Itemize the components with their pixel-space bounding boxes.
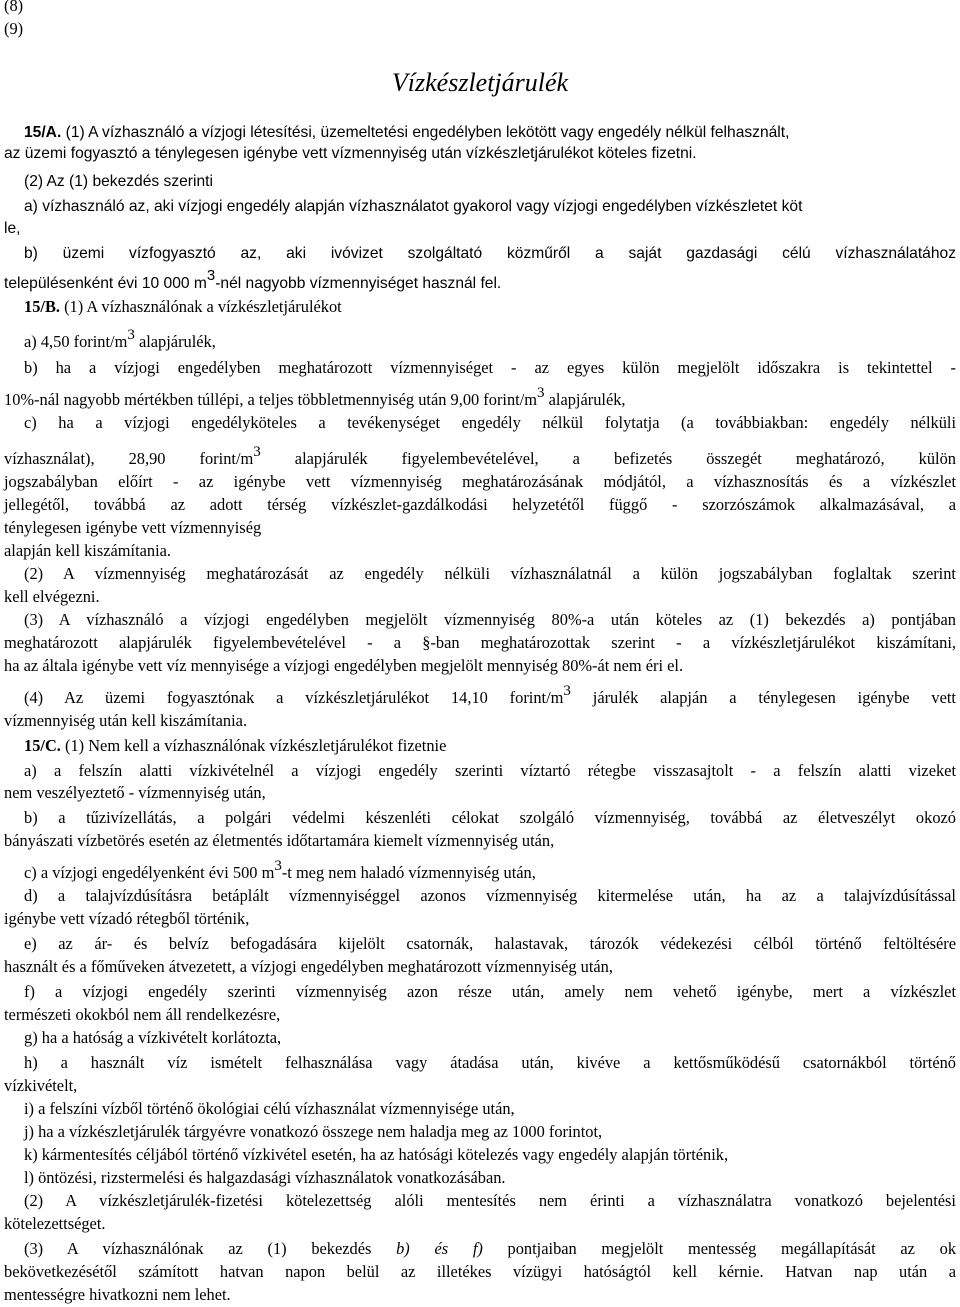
- text-line: g) ha a hatóság a vízkivételt korlátozta,: [24, 1028, 282, 1047]
- text-line: ténylegesen igénybe vett vízmennyiség: [4, 518, 262, 537]
- text-line: vízmennyiség után kell kiszámítania.: [4, 711, 248, 730]
- paragraph-15b-1: 15/B. (1) A vízhasználónak a vízkészletjárulékot: [24, 297, 342, 316]
- text-line: ha az általa igénybe vett víz mennyisége a vízjogi engedélyben megjelölt mennyiség 80%-át nem éri el.: [4, 656, 684, 675]
- text-line: kötelezettséget.: [4, 1214, 106, 1233]
- text-line: h) a használt víz ismételt felhasználása vagy átadása után, kivéve a kettősműködésű csatornákból történő: [24, 1053, 956, 1072]
- text-line: j) ha a vízkészletjárulék tárgyévre vonatkozó összege nem haladja meg az 1000 forintot,: [24, 1122, 603, 1141]
- text-line: b) a tűzivízellátás, a polgári védelmi készenléti célokat szolgáló vízmennyiség, továbbá az életveszélyt okozó: [24, 808, 956, 827]
- text-line: k) kármentesítés céljából történő vízkivétel esetén, ha az hatósági kötelezés vagy engedély alapján történik,: [24, 1145, 729, 1164]
- text-line: d) a talajvízdúsításra betáplált vízmennyiséggel azonos vízmennyiség kitermelése után, ha az a talajvízdúsítással: [24, 886, 956, 905]
- text-line: településenként évi 10 000 $m^3$-nél nagyobb vízmennyiséget használ fel.: [4, 267, 502, 292]
- text-line: nem veszélyeztető - vízmennyiség után,: [4, 783, 266, 802]
- text-line: (2) Az (1) bekezdés szerinti: [24, 173, 213, 190]
- text-line: vízhasználat), 28,90 forint/$m^3$ alapjárulék figyelembevételével, a befizetés összegét meghatározó, külön: [4, 444, 956, 468]
- text-line: c) ha a vízjogi engedélyköteles a tevékenységet engedély nélkül folytatja (a továbbiakban: engedély nélküli: [24, 413, 956, 432]
- text-line: a) vízhasználó az, aki vízjogi engedély alapján vízhasználatot gyakorol vagy vízjogi engedélyben vízkészletet köt: [24, 198, 803, 215]
- text-line: i) a felszíni vízből történő ökológiai célú vízhasználat vízmennyisége után,: [24, 1099, 515, 1118]
- text-line: (3) A vízhasználónak az (1) bekezdés b) és f) pontjaiban megjelölt mentesség megállapítását az ok: [24, 1239, 957, 1258]
- paragraph-15c-1: 15/C. (1) Nem kell a vízhasználónak vízkészletjárulékot fizetnie: [24, 736, 447, 755]
- text-line: jellegétől, továbbá az adott térség vízkészlet-gazdálkodási helyzetétől függő - szorzószámok alkalmazásával, a: [4, 495, 956, 514]
- text-line: meghatározott alapjárulék figyelembevételével - a §-ban meghatározottak szerint - a vízkészletjárulékot kiszámítani,: [4, 633, 956, 652]
- text-line: (4) Az üzemi fogyasztónak a vízkészletjárulékot 14,10 forint/$m^3$ járulék alapján a ténylegesen igénybe vett: [24, 683, 956, 707]
- text-line: b) ha a vízjogi engedélyben meghatározott vízmennyiséget - az egyes külön megjelölt időszakra is tekintettel -: [24, 358, 956, 377]
- list-number: (9): [4, 19, 24, 38]
- section-heading-15c: 15/C.: [24, 736, 61, 755]
- text-line: e) az ár- és belvíz befogadására kijelölt csatornák, halastavak, tározók védekezési célból történő feltöltésére: [24, 934, 956, 953]
- text-line: c) a vízjogi engedélyenként évi 500 $m^3-t$ meg nem haladó vízmennyiség után,: [24, 858, 536, 882]
- text-line: (2) A vízmennyiség meghatározását az engedély nélküli vízhasználatnál a külön jogszabályban foglaltak szerint: [24, 564, 956, 583]
- text-line: a) a felszín alatti vízkivételnél a vízjogi engedély szerinti víztartó rétegbe visszasajtolt - a felszín alatti vizeket: [24, 761, 956, 780]
- text-line: kell elvégezni.: [4, 587, 100, 606]
- document-title: Vízkészletjárulék: [391, 68, 569, 97]
- text-line: jogszabályban előírt - az igénybe vett vízmennyiség meghatározásának módjától, a vízhasznosítás és a vízkészlet: [4, 472, 956, 491]
- text-line: alapján kell kiszámítania.: [4, 541, 172, 560]
- text-line: f) a vízjogi engedély szerinti vízmennyiség azon része után, amely nem vehető igénybe, mert a vízkészlet: [24, 982, 956, 1001]
- text-line: mentességre hivatkozni nem lehet.: [4, 1285, 231, 1304]
- paragraph-15a-1: 15/A. (1) A vízhasználó a vízjogi létesítési, üzemeltetési engedélyben lekötött vagy engedély nélkül felhasznált,: [24, 124, 790, 141]
- text-line: (2) A vízkészletjárulék-fizetési kötelezettség alóli mentesítés nem érinti a vízhasználatra vonatkozó bejelentési: [24, 1191, 956, 1210]
- text-line: (3) A vízhasználó a vízjogi engedélyben megjelölt vízmennyiség 80%-a után köteles az (1) bekezdés a) pontjában: [24, 610, 956, 629]
- section-heading-15a: 15/A.: [24, 124, 62, 141]
- text-line: l) öntözési, rizstermelési és halgazdasági vízhasználatok vonatkozásában.: [24, 1168, 506, 1187]
- text-line: b) üzemi vízfogyasztó az, aki ivóvizet szolgáltató közműről a saját gazdasági célú vízhasználatához: [24, 245, 956, 262]
- section-heading-15b: 15/B.: [24, 297, 60, 316]
- text-line: az üzemi fogyasztó a ténylegesen igénybe vett vízmennyiség után vízkészletjárulékot köteles fizetni.: [4, 145, 697, 162]
- text-line: használt és a főműveken átvezetett, a vízjogi engedélyben meghatározott vízmennyiség után,: [4, 957, 613, 976]
- text-line: vízkivételt,: [4, 1076, 78, 1095]
- text-line: igénybe vett vízadó rétegből történik,: [4, 909, 250, 928]
- text-line: 10%-nál nagyobb mértékben túllépi, a teljes többletmennyiség után 9,00 forint/$m^3$ alapjárulék,: [4, 385, 626, 409]
- text-line: bekövetkezésétől számított hatvan napon belül az illetékes vízügyi hatóságtól kell kérnie. Hatvan nap után a: [4, 1262, 956, 1281]
- text-line: a) 4,50 forint/$m^3$ alapjárulék,: [24, 327, 216, 351]
- text-line: természeti okokból nem áll rendelkezésre,: [4, 1005, 281, 1024]
- list-number: (8): [4, 0, 24, 15]
- text-line: le,: [4, 220, 21, 237]
- text-line: bányászati vízbetörés esetén az életmentés időtartamára kiemelt vízmennyiség után,: [4, 831, 555, 850]
